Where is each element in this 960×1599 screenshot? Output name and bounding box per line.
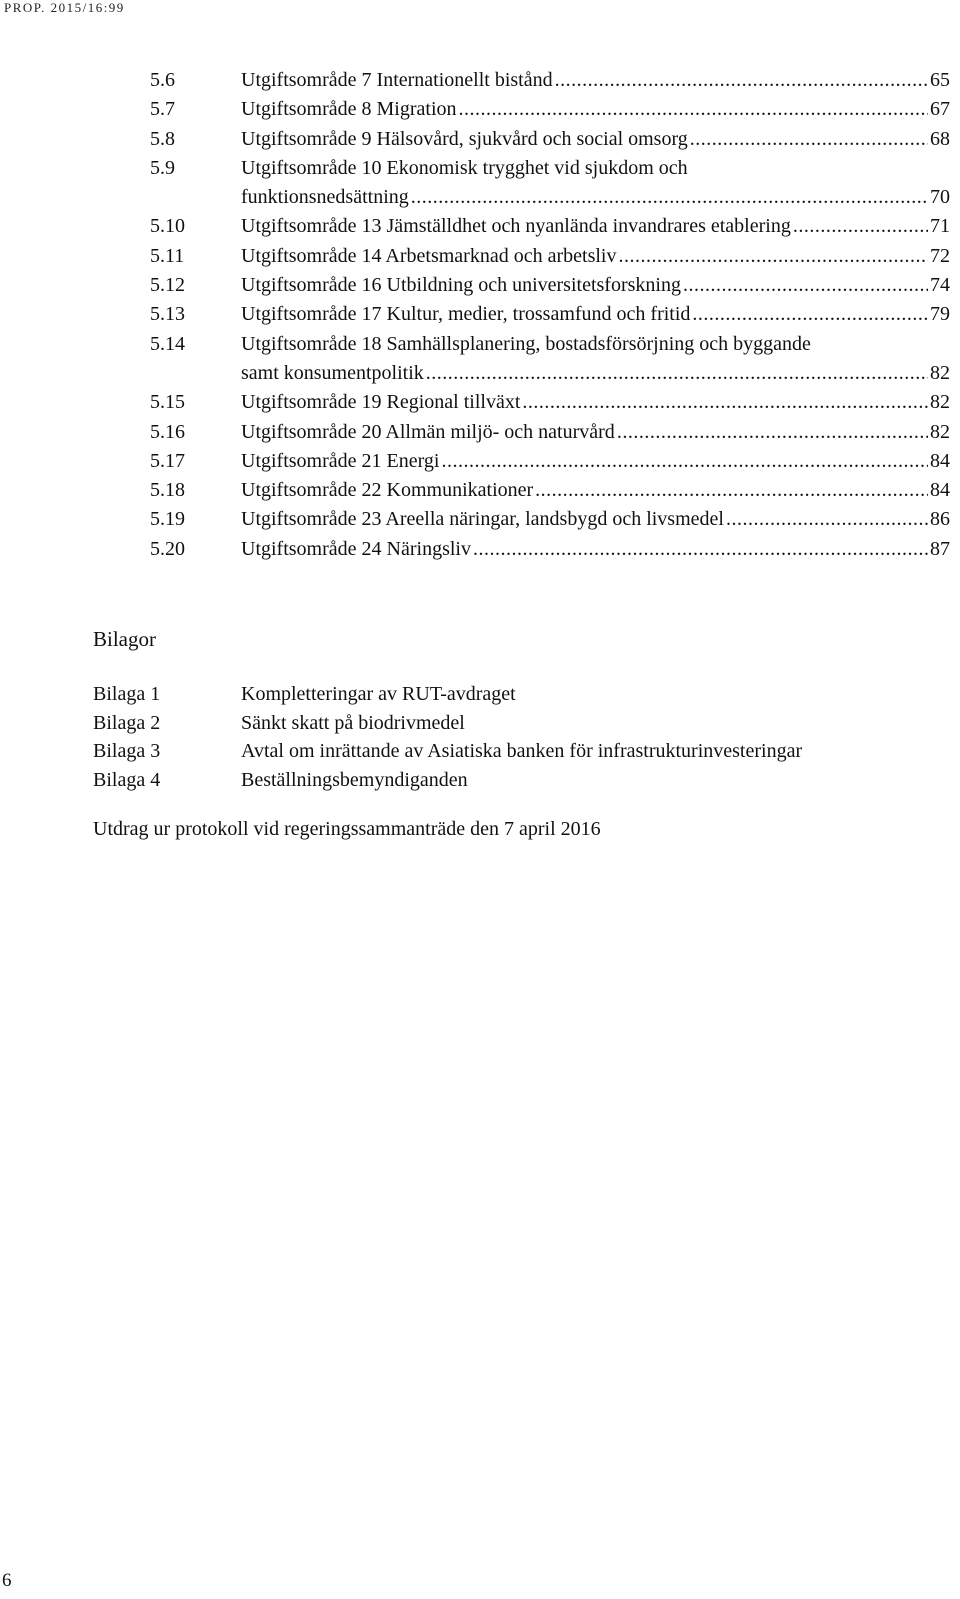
toc-entry-title-text: Utgiftsområde 22 Kommunikationer bbox=[241, 479, 534, 502]
bilaga-item[interactable] bbox=[93, 737, 933, 766]
bilaga-label: Bilaga 1 bbox=[93, 683, 161, 705]
toc-entry-title-text: Utgiftsområde 8 Migration bbox=[241, 98, 457, 121]
toc-entry[interactable] bbox=[150, 330, 950, 359]
bilagor-heading: Bilagor bbox=[93, 627, 156, 651]
toc-entry-title-text: Utgiftsområde 10 Ekonomisk trygghet vid sjukdom och bbox=[241, 156, 688, 179]
toc-leader-dots bbox=[617, 418, 928, 447]
bilaga-label: Bilaga 2 bbox=[93, 711, 161, 734]
toc-leader-dots bbox=[473, 535, 928, 564]
toc-entry-title-text: Utgiftsområde 24 Näringsliv bbox=[241, 537, 471, 560]
toc-leader-dots bbox=[793, 212, 928, 241]
toc-entry-title bbox=[241, 388, 950, 417]
toc-entry-title-text: Utgiftsområde 18 Samhällsplanering, bostadsförsörjning och byggande bbox=[241, 332, 811, 355]
toc-entry[interactable] bbox=[150, 212, 950, 241]
toc-entry-title bbox=[241, 535, 950, 564]
toc-entry-number: 5.15 bbox=[150, 391, 185, 414]
toc-entry[interactable] bbox=[150, 66, 950, 95]
toc-entry-title-text: Utgiftsområde 20 Allmän miljö- och naturvård bbox=[241, 420, 615, 443]
toc-entry[interactable] bbox=[150, 418, 950, 447]
table-of-contents bbox=[150, 66, 950, 564]
toc-entry-page: 82 bbox=[930, 361, 950, 384]
bilaga-title: Sänkt skatt på biodrivmedel bbox=[241, 711, 465, 734]
toc-leader-dots bbox=[522, 388, 928, 417]
toc-entry-page: 70 bbox=[930, 186, 950, 209]
toc-entry-number: 5.19 bbox=[150, 508, 185, 531]
toc-entry-title bbox=[241, 154, 950, 183]
bilaga-title: Kompletteringar av RUT-avdraget bbox=[241, 683, 516, 705]
toc-entry-title-text: Utgiftsområde 16 Utbildning och universitetsforskning bbox=[241, 274, 681, 297]
toc-entry-title-text: funktionsnedsättning bbox=[241, 186, 409, 209]
toc-entry-page: 82 bbox=[930, 391, 950, 414]
toc-leader-dots bbox=[726, 505, 928, 534]
toc-entry[interactable] bbox=[150, 271, 950, 300]
toc-entry-number: 5.7 bbox=[150, 98, 175, 121]
toc-entry-page: 68 bbox=[930, 127, 950, 150]
toc-entry-number: 5.18 bbox=[150, 479, 185, 502]
toc-entry-title bbox=[241, 66, 950, 95]
bilaga-label: Bilaga 4 bbox=[93, 768, 161, 791]
toc-leader-dots bbox=[618, 242, 928, 271]
toc-entry-title bbox=[241, 300, 950, 329]
toc-entry-page: 84 bbox=[930, 479, 950, 502]
toc-entry-title bbox=[241, 359, 950, 388]
toc-entry[interactable] bbox=[150, 242, 950, 271]
toc-leader-dots bbox=[690, 125, 928, 154]
toc-entry-title bbox=[241, 125, 950, 154]
toc-entry-title bbox=[241, 183, 950, 212]
toc-entry-title-text: Utgiftsområde 17 Kultur, medier, trossamfund och fritid bbox=[241, 303, 691, 326]
page-number: 6 bbox=[2, 1570, 12, 1591]
toc-entry-page: 74 bbox=[930, 274, 950, 297]
toc-entry[interactable] bbox=[150, 154, 950, 183]
toc-leader-dots bbox=[426, 359, 928, 388]
toc-entry-number: 5.12 bbox=[150, 274, 185, 297]
toc-entry-title-text: Utgiftsområde 14 Arbetsmarknad och arbetsliv bbox=[241, 244, 617, 267]
toc-entry-title bbox=[241, 476, 950, 505]
toc-entry-title bbox=[241, 271, 950, 300]
toc-entry[interactable] bbox=[150, 476, 950, 505]
bilagor-list bbox=[93, 680, 933, 794]
toc-entry-page: 84 bbox=[930, 449, 950, 472]
toc-leader-dots bbox=[535, 476, 928, 505]
running-header: PROP. 2015/16:99 bbox=[4, 0, 125, 15]
toc-entry-title bbox=[241, 505, 950, 534]
toc-entry-number: 5.16 bbox=[150, 420, 185, 443]
bilaga-title: Avtal om inrättande av Asiatiska banken för infrastrukturinvesteringar bbox=[241, 740, 803, 762]
toc-entry-title-text: Utgiftsområde 9 Hälsovård, sjukvård och social omsorg bbox=[241, 127, 688, 150]
toc-entry-title-text: samt konsumentpolitik bbox=[241, 361, 424, 384]
toc-entry-title-text: Utgiftsområde 7 Internationellt bistånd bbox=[241, 69, 553, 91]
toc-leader-dots bbox=[441, 447, 928, 476]
toc-entry-title-text: Utgiftsområde 21 Energi bbox=[241, 449, 440, 472]
toc-entry[interactable] bbox=[150, 183, 950, 212]
toc-entry-number: 5.8 bbox=[150, 127, 175, 150]
toc-entry-title-text: Utgiftsområde 13 Jämställdhet och nyanlända invandrares etablering bbox=[241, 215, 791, 238]
bilaga-title: Beställningsbemyndiganden bbox=[241, 768, 468, 791]
toc-leader-dots bbox=[683, 271, 928, 300]
toc-entry-page: 87 bbox=[930, 537, 950, 560]
toc-entry-page: 82 bbox=[930, 420, 950, 443]
toc-entry-page: 72 bbox=[930, 244, 950, 267]
toc-entry-title bbox=[241, 330, 950, 359]
toc-entry[interactable] bbox=[150, 447, 950, 476]
toc-entry-number: 5.9 bbox=[150, 156, 175, 179]
toc-entry-page: 71 bbox=[930, 215, 950, 238]
toc-entry-page: 67 bbox=[930, 98, 950, 121]
bilaga-item[interactable] bbox=[93, 709, 933, 738]
toc-entry-number: 5.20 bbox=[150, 537, 185, 560]
toc-entry-title-text: Utgiftsområde 23 Areella näringar, landsbygd och livsmedel bbox=[241, 508, 724, 531]
bilaga-item[interactable] bbox=[93, 680, 933, 709]
toc-entry-number: 5.17 bbox=[150, 449, 185, 472]
toc-entry-number: 5.14 bbox=[150, 332, 185, 355]
toc-leader-dots bbox=[555, 66, 928, 95]
toc-entry[interactable] bbox=[150, 388, 950, 417]
toc-entry-number: 5.11 bbox=[150, 244, 185, 267]
toc-entry-page: 65 bbox=[930, 69, 950, 91]
toc-entry-title bbox=[241, 418, 950, 447]
toc-entry-title bbox=[241, 95, 950, 124]
toc-entry-title bbox=[241, 447, 950, 476]
bilaga-label: Bilaga 3 bbox=[93, 740, 161, 762]
bilaga-item[interactable] bbox=[93, 766, 933, 795]
toc-entry-number: 5.6 bbox=[150, 69, 175, 91]
toc-entry-number: 5.10 bbox=[150, 215, 185, 238]
toc-entry[interactable] bbox=[150, 95, 950, 124]
protokoll-line: Utdrag ur protokoll vid regeringssammanträde den 7 april 2016 bbox=[93, 818, 601, 840]
toc-entry-title bbox=[241, 212, 950, 241]
toc-entry-page: 79 bbox=[930, 303, 950, 326]
toc-entry-number: 5.13 bbox=[150, 303, 185, 326]
toc-entry-title bbox=[241, 242, 950, 271]
toc-leader-dots bbox=[459, 95, 928, 124]
toc-entry[interactable] bbox=[150, 359, 950, 388]
toc-leader-dots bbox=[692, 300, 928, 329]
toc-entry[interactable] bbox=[150, 300, 950, 329]
toc-entry[interactable] bbox=[150, 505, 950, 534]
toc-entry[interactable] bbox=[150, 535, 950, 564]
toc-entry-page: 86 bbox=[930, 508, 950, 531]
toc-entry-title-text: Utgiftsområde 19 Regional tillväxt bbox=[241, 391, 521, 414]
toc-entry[interactable] bbox=[150, 125, 950, 154]
toc-leader-dots bbox=[411, 183, 928, 212]
